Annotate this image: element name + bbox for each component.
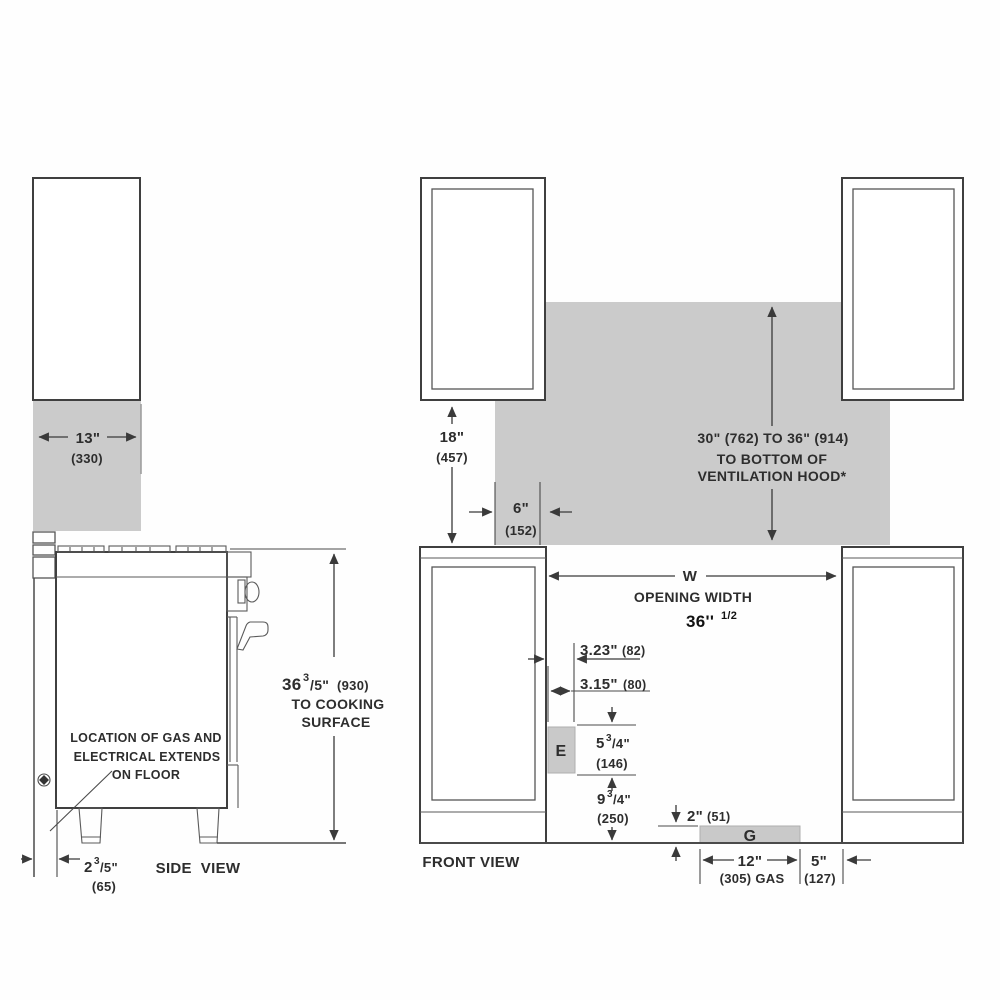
dim-e-height-metric: (146): [596, 756, 628, 771]
lower-cabinet-left: [420, 547, 546, 843]
gas-strip-label: G: [743, 828, 757, 845]
dim-rear-whole: 2: [84, 859, 93, 876]
hood-range-line2: TO BOTTOM OF: [716, 451, 828, 467]
upper-cabinet-right: [842, 178, 963, 400]
dim-36in-frac: /5": [310, 677, 330, 693]
side-wall-cabinet: [33, 178, 140, 400]
dim-e-height-frac: /4": [612, 736, 630, 751]
dim-e-floor-metric: (250): [597, 811, 629, 826]
control-panel: [227, 552, 251, 611]
dim-rear-sup: 3: [94, 856, 100, 867]
range-side-profile: [56, 546, 346, 843]
dim-e-height-whole: 5: [596, 735, 605, 752]
oven-door: [227, 617, 238, 808]
dim-rear-offset: [21, 810, 118, 894]
dim-36in-sup: 3: [303, 672, 310, 684]
dim-2in-value: 2": [687, 808, 704, 825]
dim-36in-line3: SURFACE: [301, 714, 371, 730]
side-view: [21, 178, 384, 894]
dim-36in-whole: 36: [282, 675, 302, 694]
dim-3-15: [548, 666, 650, 722]
door-handle-icon: [237, 622, 268, 650]
dim-electrical-height: [596, 733, 630, 771]
dim-e-height-sup: 3: [606, 733, 612, 744]
gas-fitting-icon: [38, 774, 50, 786]
dim-rear-frac: /5": [100, 860, 118, 875]
dim-18in: [436, 407, 468, 543]
gas-note-line2: ELECTRICAL EXTENDS: [73, 750, 221, 764]
front-view: [420, 178, 963, 886]
opening-width-value: 36'': [686, 612, 715, 631]
dim-3-15-value: 3.15": [580, 676, 618, 693]
dim-2in-metric: (51): [707, 810, 731, 824]
dim-6in-metric: (152): [505, 523, 537, 538]
dim-5in-metric: (127): [804, 871, 836, 886]
gas-note-line1: LOCATION OF GAS AND: [70, 731, 222, 745]
front-view-label: FRONT VIEW: [422, 854, 520, 871]
control-knob-icon: [238, 580, 259, 603]
opening-width-label: OPENING WIDTH: [633, 589, 753, 605]
dim-18in-metric: (457): [436, 450, 468, 465]
side-view-label: SIDE VIEW: [155, 860, 241, 877]
dim-3-23-metric: (82): [622, 644, 646, 658]
hood-clearance-area: [495, 302, 890, 545]
dim-electrical-floor: [597, 789, 631, 840]
hood-range-line3: VENTILATION HOOD*: [697, 468, 847, 484]
dim-12in-metric: (305) GAS: [719, 871, 785, 886]
upper-cabinet-left: [421, 178, 545, 400]
dim-height-36in: [230, 549, 384, 840]
range-legs: [79, 808, 219, 843]
dim-e-floor-frac: /4": [613, 792, 631, 807]
dim-13in-value: 13": [75, 430, 101, 447]
dim-12in-value: 12": [737, 853, 763, 870]
dim-5in: [804, 849, 871, 886]
dim-rear-metric: (65): [91, 879, 117, 894]
lower-cabinet-right: [842, 547, 963, 843]
dim-12in: [700, 849, 800, 886]
hood-range-line1: 30" (762) TO 36" (914): [697, 430, 849, 446]
dim-6in-value: 6": [512, 500, 530, 517]
gas-wall-bracket: [33, 532, 55, 877]
opening-width-symbol: W: [682, 568, 698, 585]
dim-opening-width: [549, 568, 836, 631]
dim-e-floor-sup: 3: [607, 789, 613, 800]
opening-width-sup: 1/2: [721, 610, 738, 622]
dim-e-floor-whole: 9: [597, 791, 606, 808]
dim-13in-metric: (330): [71, 451, 103, 466]
dim-18in-value: 18": [439, 429, 465, 446]
dim-36in-metric: (930): [337, 678, 369, 693]
dim-36in-line2: TO COOKING: [291, 696, 385, 712]
dim-3-23-value: 3.23": [580, 642, 618, 659]
gas-note-line3: ON FLOOR: [111, 768, 181, 782]
dim-3-15-metric: (80): [623, 678, 647, 692]
dim-5in-value: 5": [810, 853, 828, 870]
electrical-box-label: E: [555, 743, 567, 760]
